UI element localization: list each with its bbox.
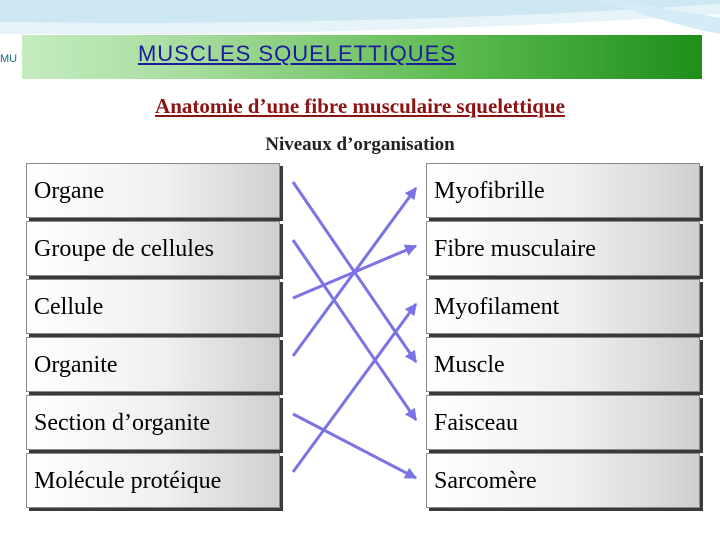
left-box-molecule-proteique: Molécule protéique <box>26 453 280 508</box>
right-box-myofibrille: Myofibrille <box>426 163 700 218</box>
right-box-myofilament: Myofilament <box>426 279 700 334</box>
right-box-sarcomere: Sarcomère <box>426 453 700 508</box>
left-box-cellule: Cellule <box>26 279 280 334</box>
slide-subtitle: Anatomie d’une fibre musculaire squelettique <box>155 94 565 118</box>
right-box-faisceau: Faisceau <box>426 395 700 450</box>
left-box-section-organite: Section d’organite <box>26 395 280 450</box>
left-box-groupe-de-cellules: Groupe de cellules <box>26 221 280 276</box>
side-tab-label: MU <box>0 53 18 65</box>
left-box-organite: Organite <box>26 337 280 392</box>
section-heading: Niveaux d’organisation <box>265 134 455 155</box>
right-box-muscle: Muscle <box>426 337 700 392</box>
left-box-organe: Organe <box>26 163 280 218</box>
right-box-fibre-musculaire: Fibre musculaire <box>426 221 700 276</box>
slide-title: MUSCLES SQUELETTIQUES <box>137 41 457 66</box>
